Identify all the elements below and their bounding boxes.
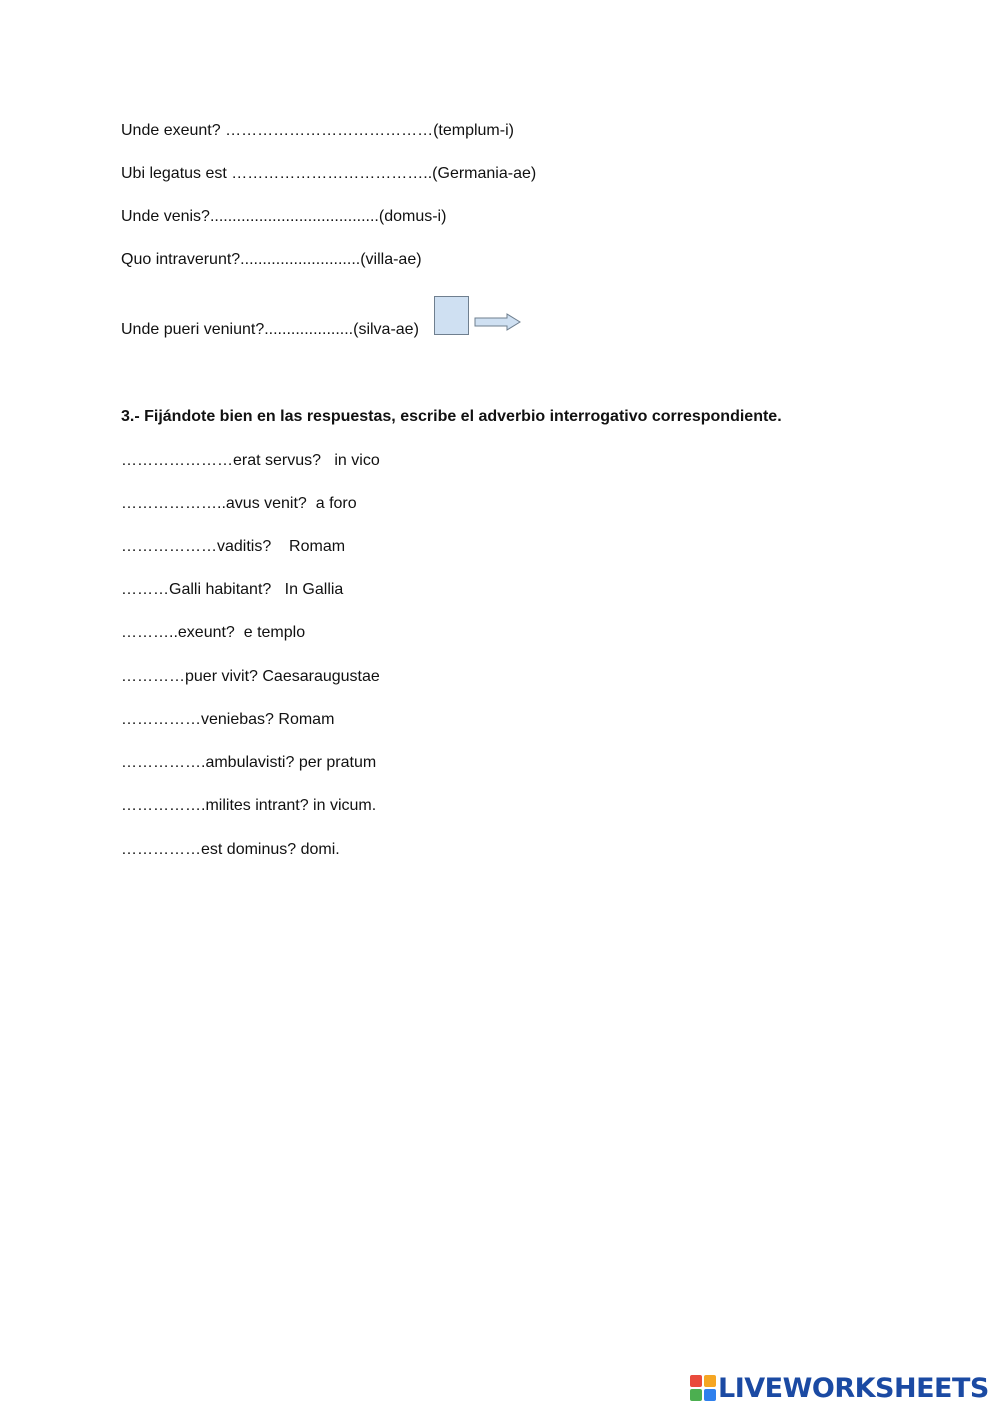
liveworksheets-logo-icon: [690, 1375, 716, 1401]
arrow-right-icon: [474, 313, 522, 331]
question-line-10: ……………est dominus? domi.: [121, 841, 340, 858]
question-line-7: ……………veniebas? Romam: [121, 711, 335, 728]
answer-box[interactable]: [434, 296, 469, 335]
question-line-1: …………………erat servus? in vico: [121, 452, 380, 469]
question-line-9: …………….milites intrant? in vicum.: [121, 797, 377, 814]
liveworksheets-logo: [690, 1373, 989, 1403]
exercise-line-2: Ubi legatus est ………………………………..(Germania-ae): [121, 165, 537, 182]
question-line-5: ………..exeunt? e templo: [121, 624, 306, 641]
question-line-6: …………puer vivit? Caesaraugustae: [121, 668, 380, 685]
question-line-4: ………Galli habitant? In Gallia: [121, 581, 344, 598]
exercise-line-4: Quo intraverunt?...........................(villa-ae): [121, 251, 422, 268]
exercise-line-5: Unde pueri veniunt?....................(silva-ae): [121, 321, 419, 338]
exercise-line-3: Unde venis?......................................(domus-i): [121, 208, 447, 225]
question-line-3: ………………vaditis? Romam: [121, 538, 346, 555]
question-line-2: ………………..avus venit? a foro: [121, 495, 357, 512]
question-line-8: …………….ambulavisti? per pratum: [121, 754, 377, 771]
exercise-line-1: Unde exeunt? …………………………………(templum-i): [121, 122, 514, 139]
logo-text: LIVEWORKSHEETS: [718, 1372, 989, 1404]
section-3-heading: 3.- Fijándote bien en las respuestas, escribe el adverbio interrogativo correspondiente.: [121, 408, 782, 425]
